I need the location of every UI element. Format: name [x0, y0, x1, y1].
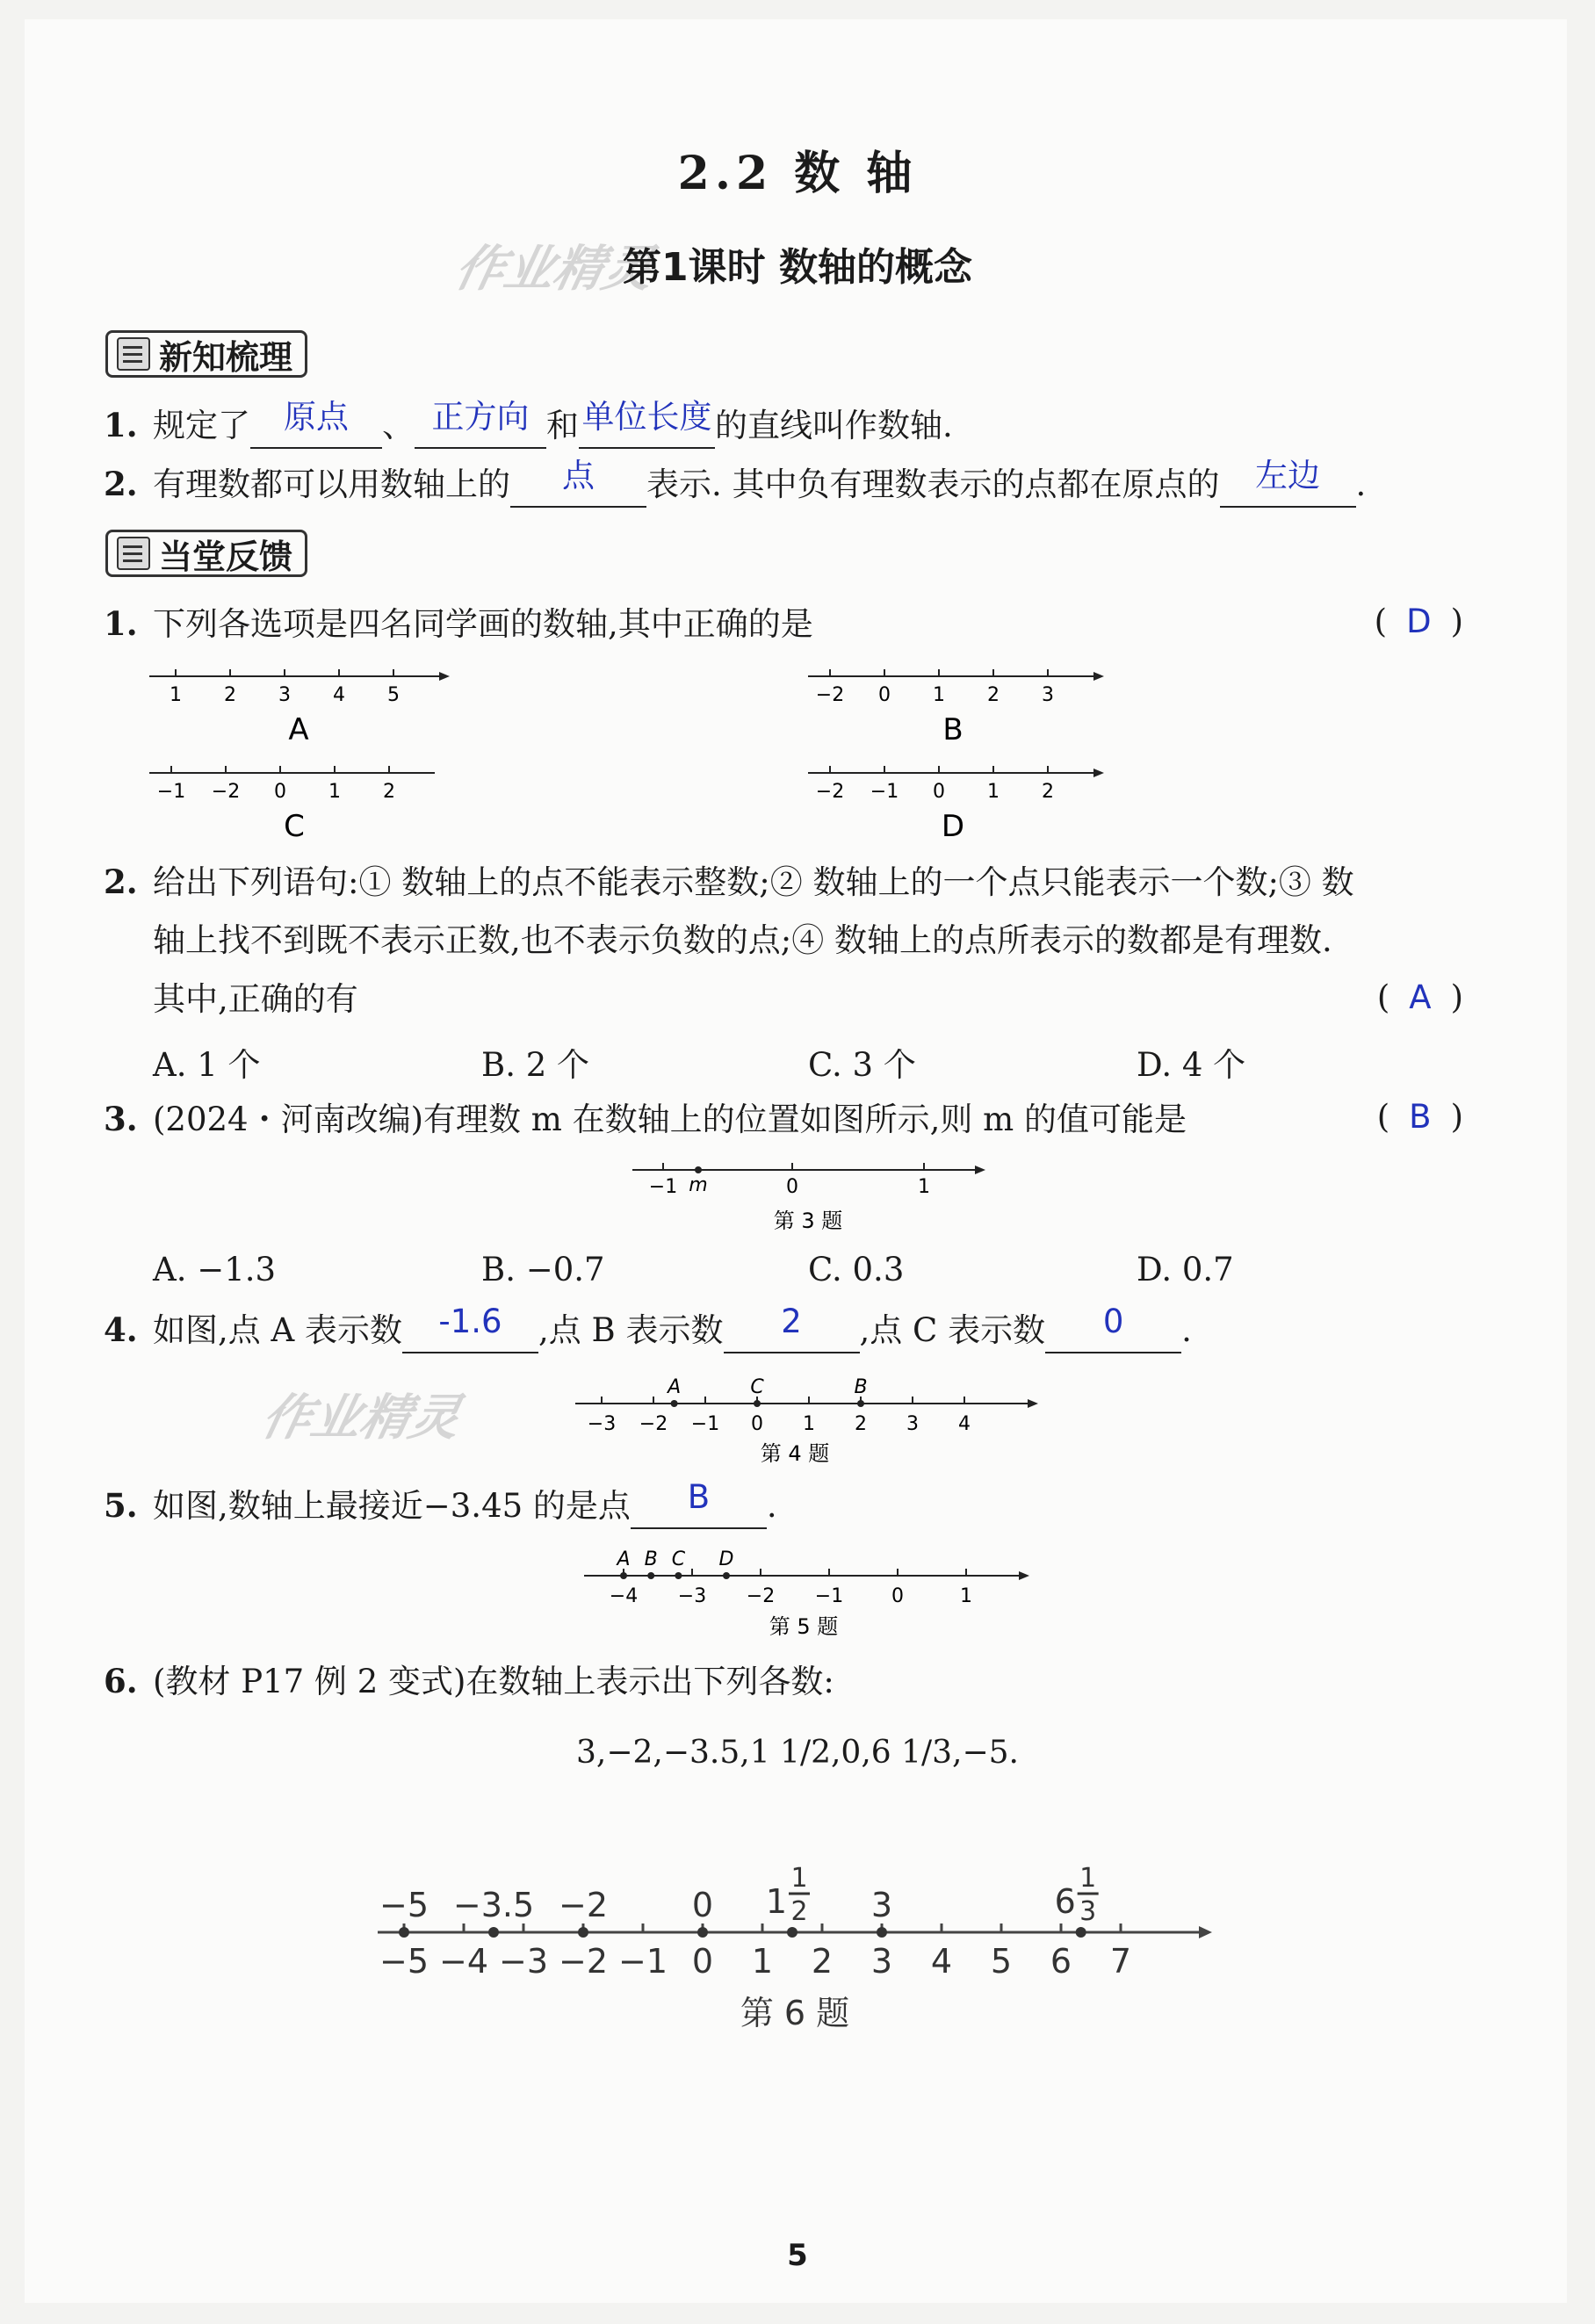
- point-c: [754, 1400, 761, 1407]
- point-a: [671, 1400, 678, 1407]
- tick-label: −2: [639, 1413, 668, 1435]
- answer-text: 0: [1102, 1303, 1124, 1340]
- answer-text: 原点: [284, 398, 349, 436]
- option-c: C. 0.3: [808, 1251, 905, 1288]
- axis-option-label: B: [942, 712, 963, 747]
- q4-axis-figure: [571, 1370, 1045, 1471]
- tick-label: 3: [906, 1413, 919, 1435]
- answer-blank: [415, 398, 546, 449]
- option-d: D. 0.7: [1137, 1251, 1234, 1288]
- answer-text: A: [1409, 978, 1432, 1016]
- tick-label: −2: [211, 781, 241, 803]
- tick-label: −2: [815, 684, 845, 706]
- point-b: [647, 1572, 654, 1579]
- tick-label: 1: [328, 781, 341, 803]
- point-label: A: [668, 1376, 682, 1398]
- tick-label: −1: [156, 781, 186, 803]
- point-m: [695, 1166, 702, 1173]
- point-label: A: [617, 1548, 631, 1570]
- question-text: .: [1181, 1311, 1192, 1349]
- tick-label: 3: [278, 684, 291, 706]
- tick-label: 0: [933, 781, 945, 803]
- figure-caption: 第 4 题: [760, 1441, 830, 1466]
- point-label: 3: [870, 1886, 893, 1924]
- mixed-whole: 6: [1054, 1882, 1076, 1921]
- q6-axis-figure: [369, 1862, 1230, 2055]
- plotted-point: [399, 1927, 409, 1938]
- answer-blank: [402, 1303, 538, 1353]
- answer-blank: [510, 457, 646, 508]
- tick-label: −3: [677, 1585, 707, 1607]
- answer-text: 点: [562, 457, 595, 494]
- tick-label: −1: [690, 1413, 720, 1435]
- tick-label: −1: [814, 1585, 844, 1607]
- tick-label: 2: [855, 1413, 867, 1435]
- tick-label: 0: [786, 1176, 798, 1198]
- tick-label: 2: [811, 1942, 834, 1981]
- fb-question-6: [104, 1660, 834, 1703]
- question-text: .: [766, 1487, 777, 1525]
- option-d: D. 4 个: [1137, 1046, 1246, 1084]
- tick-label: −1: [617, 1942, 668, 1981]
- question-text: 和: [546, 407, 579, 444]
- answer-blank: [1045, 1303, 1181, 1353]
- tick-label: −1: [870, 781, 899, 803]
- answer-choice-2: ( A ): [1376, 978, 1463, 1016]
- fb-question-2-line-1: [104, 861, 1354, 904]
- axis-option-label: A: [288, 712, 309, 747]
- tick-label: 0: [751, 1413, 763, 1435]
- figure-caption: 第 3 题: [773, 1209, 843, 1233]
- nk-question-2: [104, 457, 1367, 508]
- fraction-numerator: 1: [1079, 1863, 1097, 1894]
- option-b: B. −0.7: [481, 1251, 605, 1288]
- question-number: 2.: [104, 862, 138, 901]
- tick-label: 5: [990, 1942, 1013, 1981]
- figure-caption: 第 5 题: [769, 1614, 839, 1639]
- tick-label: 7: [1109, 1942, 1132, 1981]
- point-b: [857, 1400, 864, 1407]
- answer-blank: [579, 398, 715, 449]
- tick-label: −2: [746, 1585, 776, 1607]
- watermark-middle: 作业精灵: [256, 1389, 466, 1447]
- answer-choice-1: ( D ): [1374, 603, 1463, 640]
- tick-label: 5: [387, 684, 400, 706]
- fb-question-1: [104, 603, 813, 646]
- number-list: 3,−2,−3.5,1 1/2,0,6 1/3,−5.: [575, 1735, 1020, 1771]
- question-text: .: [1355, 466, 1367, 503]
- axis-option-label: C: [284, 809, 305, 844]
- book-icon: [117, 337, 150, 371]
- question-number: 3.: [104, 1100, 138, 1138]
- tick-label: −2: [815, 781, 845, 803]
- answer-text: B: [687, 1478, 711, 1516]
- answer-text: B: [1409, 1098, 1432, 1136]
- tick-label: −3: [587, 1413, 617, 1435]
- tick-label: 1: [751, 1942, 774, 1981]
- answer-blank: [631, 1478, 767, 1529]
- question-number: 2.: [104, 465, 138, 503]
- section-header-label: 当堂反馈: [159, 537, 293, 576]
- question-text: 的直线叫作数轴.: [715, 407, 953, 444]
- point-label: B: [644, 1548, 658, 1570]
- lesson-title: 第1课时 数轴的概念: [623, 245, 972, 290]
- section-title: 2.2 数 轴: [677, 147, 918, 200]
- tick-label: −5: [379, 1942, 429, 1981]
- plotted-point: [488, 1927, 499, 1938]
- tick-label: −3: [498, 1942, 549, 1981]
- question-text: 、: [382, 407, 415, 444]
- plotted-point: [877, 1927, 887, 1938]
- tick-label: −2: [558, 1942, 609, 1981]
- question-text: 规定了: [153, 407, 250, 444]
- tick-label: 0: [274, 781, 286, 803]
- fraction-denominator: 2: [790, 1896, 808, 1927]
- fb-question-5: [104, 1478, 777, 1529]
- answer-blank: [250, 398, 382, 449]
- answer-text: 正方向: [431, 398, 530, 436]
- tick-label: 4: [333, 684, 345, 706]
- tick-label: 2: [1042, 781, 1054, 803]
- answer-choice-3: ( B ): [1376, 1098, 1463, 1136]
- axis-a: [149, 672, 450, 681]
- q3-axis-figure: [615, 1151, 1001, 1238]
- point-label: m: [689, 1174, 708, 1196]
- tick-label: 4: [958, 1413, 971, 1435]
- question-text: 下列各选项是四名同学画的数轴,其中正确的是: [153, 605, 813, 643]
- question-text: (教材 P17 例 2 变式)在数轴上表示出下列各数:: [153, 1663, 834, 1700]
- section-header-new-knowledge: [105, 330, 307, 378]
- question-number: 5.: [104, 1486, 138, 1525]
- question-text: (2024・河南改编)有理数 m 在数轴上的位置如图所示,则 m 的值可能是: [153, 1101, 1187, 1138]
- option-c: C. 3 个: [808, 1046, 916, 1084]
- point-label: −3.5: [452, 1886, 535, 1924]
- figure-caption: 第 6 题: [740, 1994, 850, 2032]
- option-a: A. −1.3: [153, 1251, 277, 1288]
- question-text: ,点 B 表示数: [538, 1311, 724, 1349]
- point-label: −5: [379, 1886, 429, 1924]
- point-d: [723, 1572, 730, 1579]
- fb-question-3: [104, 1098, 1187, 1141]
- tick-label: 1: [987, 781, 1000, 803]
- plotted-point: [697, 1927, 708, 1938]
- tick-label: 1: [933, 684, 945, 706]
- question-text: 如图,数轴上最接近−3.45 的是点: [153, 1487, 631, 1525]
- point-label: −2: [558, 1886, 609, 1924]
- nk-question-1: [104, 398, 953, 449]
- q5-axis-figure: [580, 1539, 1036, 1644]
- question-number: 4.: [104, 1310, 138, 1349]
- tick-label: −1: [648, 1176, 678, 1198]
- point-label: 0: [691, 1886, 714, 1924]
- fraction-denominator: 3: [1079, 1896, 1097, 1927]
- fraction-numerator: 1: [790, 1863, 808, 1894]
- tick-label: −4: [609, 1585, 639, 1607]
- question-text: 有理数都可以用数轴上的: [153, 466, 510, 503]
- fb-question-4: [104, 1303, 1192, 1353]
- question-number: 1.: [104, 406, 138, 444]
- tick-label: 2: [987, 684, 1000, 706]
- tick-label: 3: [1042, 684, 1054, 706]
- tick-label: 1: [960, 1585, 972, 1607]
- fb-question-2-line-2: 轴上找不到既不表示正数,也不表示负数的点;④ 数轴上的点所表示的数都是有理数.: [153, 921, 1332, 959]
- point-c: [675, 1572, 682, 1579]
- plotted-point: [1076, 1927, 1086, 1938]
- point-label: C: [671, 1548, 686, 1570]
- answer-blank: [1220, 457, 1356, 508]
- axis-option-label: D: [941, 809, 965, 844]
- answer-text: 单位长度: [581, 398, 712, 436]
- page-number: 5: [787, 2238, 808, 2273]
- tick-label: 3: [870, 1942, 893, 1981]
- tick-label: 1: [803, 1413, 815, 1435]
- tick-label: 6: [1050, 1942, 1072, 1981]
- tick-label: 0: [878, 684, 891, 706]
- axis-b: [808, 672, 1104, 681]
- section-header-feedback: [105, 530, 307, 577]
- section-header-label: 新知梳理: [159, 337, 293, 377]
- point-label: B: [854, 1376, 868, 1398]
- question-text: 表示. 其中负有理数表示的点都在原点的: [646, 466, 1220, 503]
- point-label: D: [718, 1548, 734, 1570]
- answer-text: 左边: [1255, 457, 1321, 494]
- tick-label: 0: [691, 1942, 714, 1981]
- tick-label: 4: [930, 1942, 953, 1981]
- answer-text: D: [1406, 603, 1432, 640]
- question-number: 6.: [104, 1662, 138, 1700]
- option-a: A. 1 个: [153, 1046, 261, 1084]
- answer-text: -1.6: [438, 1303, 502, 1340]
- point-a: [620, 1572, 627, 1579]
- option-b: B. 2 个: [481, 1046, 590, 1084]
- fb-question-2-line-3: 其中,正确的有: [153, 980, 358, 1018]
- watermark-top: 作业精灵: [450, 241, 659, 298]
- tick-label: 2: [224, 684, 236, 706]
- answer-text: 2: [781, 1303, 802, 1340]
- question-text: 给出下列语句:① 数轴上的点不能表示整数;② 数轴上的一个点只能表示一个数;③ 数: [153, 863, 1354, 901]
- tick-label: 2: [383, 781, 395, 803]
- answer-blank: [724, 1303, 860, 1353]
- axis-d: [808, 769, 1104, 777]
- plotted-point: [578, 1927, 588, 1938]
- pen-icon: [117, 537, 150, 570]
- tick-label: 1: [170, 684, 182, 706]
- question-text: 如图,点 A 表示数: [153, 1311, 403, 1349]
- tick-label: 1: [918, 1176, 930, 1198]
- question-number: 1.: [104, 604, 138, 643]
- tick-label: −4: [438, 1942, 489, 1981]
- q1-axes-figure: [141, 657, 1124, 850]
- question-text: ,点 C 表示数: [859, 1311, 1046, 1349]
- point-label: C: [750, 1376, 764, 1398]
- mixed-whole: 1: [765, 1882, 788, 1921]
- tick-label: 0: [891, 1585, 904, 1607]
- plotted-point: [787, 1927, 798, 1938]
